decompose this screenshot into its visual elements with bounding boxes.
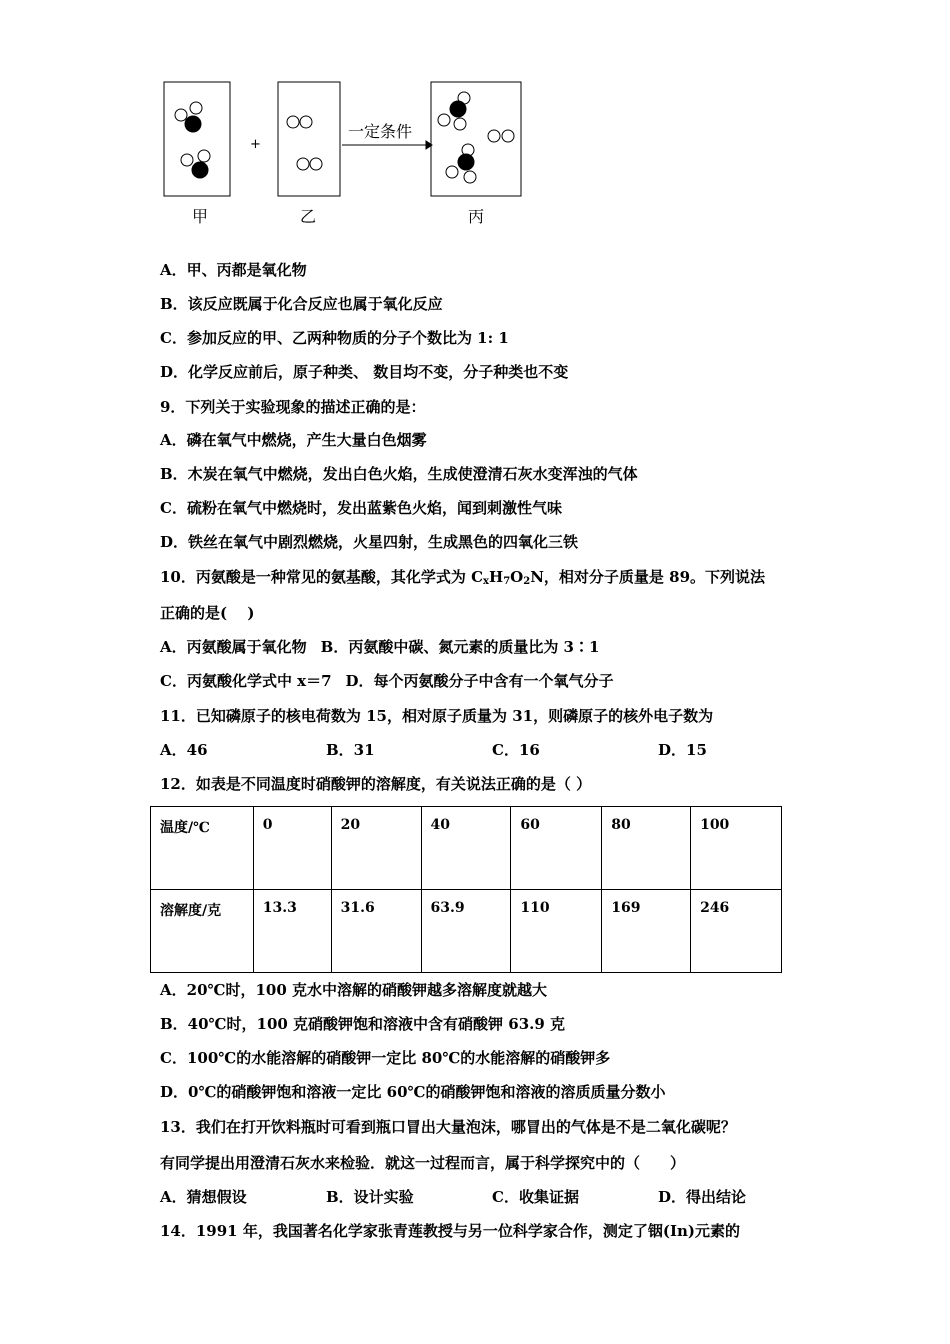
q8-option-d: D．化学反应前后，原子种类、 数目均不变，分子种类也不变	[160, 363, 569, 381]
q10-option-b: B．丙氨酸中碳、氮元素的质量比为 3∶1	[320, 638, 600, 656]
arrow-label: 一定条件	[348, 122, 413, 141]
molecules-yi	[287, 116, 322, 170]
solubility-table	[150, 806, 782, 973]
q11-stem: 11．已知磷原子的核电荷数为 15，相对原子质量为 31，则磷原子的核外电子数为	[160, 707, 714, 725]
q13-stem-line2: 有同学提出用澄清石灰水来检验．就这一过程而言，属于科学探究中的（ ）	[160, 1154, 686, 1172]
table-cell: 63.9	[421, 890, 511, 973]
q13-stem-line1: 13．我们在打开饮料瓶时可看到瓶口冒出大量泡沫，哪冒出的气体是不是二氧化碳呢？	[160, 1118, 736, 1136]
q10-stem-line1: 10．丙氨酸是一种常见的氨基酸，其化学式为 CxH7O2N，相对分子质量是 89。下列说法	[160, 568, 766, 587]
table-row-temperature	[151, 807, 782, 890]
label-bing: 丙	[468, 207, 485, 226]
box-yi	[278, 82, 340, 196]
label-yi: 乙	[300, 207, 317, 226]
table-cell: 温度/℃	[151, 807, 254, 890]
q10-options-ab	[160, 637, 613, 657]
q9-option-d: D．铁丝在氧气中剧烈燃烧，火星四射，生成黑色的四氧化三铁	[160, 533, 579, 551]
table-cell: 246	[691, 890, 782, 973]
q9-option-b: B．木炭在氧气中燃烧，发出白色火焰，生成使澄清石灰水变浑浊的气体	[160, 465, 638, 483]
table-cell: 169	[602, 890, 691, 973]
q11-options	[160, 740, 824, 760]
table-row-solubility	[151, 890, 782, 973]
table-cell: 13.3	[253, 890, 331, 973]
q10-options-cd	[160, 671, 628, 691]
q13-option-d: D．得出结论	[658, 1188, 747, 1206]
q12-option-b: B．40℃时，100 克硝酸钾饱和溶液中含有硝酸钾 63.9 克	[160, 1015, 566, 1033]
plus-sign: +	[250, 137, 261, 152]
table-cell: 溶解度/克	[151, 890, 254, 973]
q13-option-c: C．收集证据	[492, 1188, 579, 1206]
q12-stem: 12．如表是不同温度时硝酸钾的溶解度，有关说法正确的是（ ）	[160, 775, 592, 793]
q8-option-a: A．甲、丙都是氧化物	[160, 261, 307, 279]
table-cell: 0	[253, 807, 331, 890]
q8-option-c: C．参加反应的甲、乙两种物质的分子个数比为 1: 1	[160, 329, 509, 347]
q8-option-b: B．该反应既属于化合反应也属于氧化反应	[160, 295, 443, 313]
q11-option-d: D．15	[658, 741, 707, 759]
table-cell: 40	[421, 807, 511, 890]
q11-option-b: B．31	[326, 741, 375, 759]
molecules-jia	[175, 102, 210, 178]
table-cell: 100	[691, 807, 782, 890]
table-cell: 110	[511, 890, 602, 973]
q9-option-c: C．硫粉在氧气中燃烧时，发出蓝紫色火焰，闻到刺激性气味	[160, 499, 562, 517]
table-cell: 60	[511, 807, 602, 890]
q11-option-a: A．46	[160, 741, 208, 759]
q9-option-a: A．磷在氧气中燃烧，产生大量白色烟雾	[160, 431, 427, 449]
q10-option-d: D．每个丙氨酸分子中含有一个氧气分子	[345, 672, 614, 690]
q12-option-c: C．100℃的水能溶解的硝酸钾一定比 80℃的水能溶解的硝酸钾多	[160, 1049, 611, 1067]
q10-option-c: C．丙氨酸化学式中 x＝7	[160, 672, 332, 690]
q9-stem: 9．下列关于实验现象的描述正确的是：	[160, 398, 426, 416]
q14-stem-line1: 14．1991 年，我国著名化学家张青莲教授与另一位科学家合作，测定了铟(In)元素的	[160, 1222, 740, 1240]
q11-option-c: C．16	[492, 741, 540, 759]
q13-options	[160, 1187, 824, 1207]
table-cell: 20	[331, 807, 421, 890]
reaction-diagram	[150, 72, 550, 232]
q10-option-a: A．丙氨酸属于氧化物	[160, 638, 307, 656]
table-cell: 31.6	[331, 890, 421, 973]
box-jia	[164, 82, 230, 196]
table-cell: 80	[602, 807, 691, 890]
q13-option-a: A．猜想假设	[160, 1188, 247, 1206]
q12-option-d: D．0℃的硝酸钾饱和溶液一定比 60℃的硝酸钾饱和溶液的溶质质量分数小	[160, 1083, 666, 1101]
q13-option-b: B．设计实验	[326, 1188, 414, 1206]
q12-option-a: A．20℃时，100 克水中溶解的硝酸钾越多溶解度就越大	[160, 981, 548, 999]
label-jia: 甲	[192, 207, 209, 226]
molecules-bing	[438, 92, 514, 183]
q10-stem-line2: 正确的是( )	[160, 604, 255, 622]
